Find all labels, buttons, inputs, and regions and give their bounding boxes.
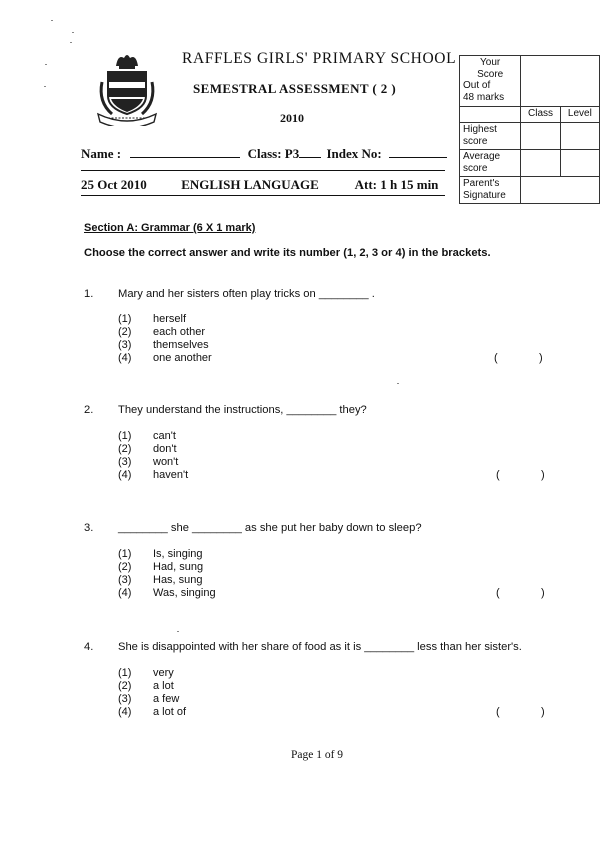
option-text: don't <box>153 443 177 455</box>
scan-speck <box>397 383 399 384</box>
scan-speck <box>177 631 179 632</box>
index-blank <box>389 145 447 158</box>
option-number: (1) <box>118 313 132 325</box>
option-number: (3) <box>118 456 132 468</box>
option-number: (3) <box>118 339 132 351</box>
name-label: Name : <box>81 146 122 161</box>
scan-speck <box>72 32 74 33</box>
option-text: a few <box>153 693 180 705</box>
average-level-cell[interactable] <box>560 150 599 177</box>
student-info-row <box>81 145 447 162</box>
name-blank <box>130 145 240 158</box>
answer-bracket-open: ( <box>496 587 500 599</box>
scan-speck <box>70 42 72 43</box>
option-text: each other <box>153 326 205 338</box>
option-text: a lot of <box>153 706 187 718</box>
answer-field[interactable] <box>505 704 539 720</box>
option-number: (1) <box>118 430 132 442</box>
exam-date: 25 Oct 2010 <box>81 177 147 192</box>
option-text: one another <box>153 352 212 364</box>
option-number: (1) <box>118 667 132 679</box>
question-text: Mary and her sisters often play tricks on ________ . <box>118 288 375 300</box>
page-number: Page 1 of 9 <box>291 749 344 761</box>
answer-bracket-close: ) <box>539 352 543 364</box>
option-text: haven't <box>153 469 189 481</box>
option-text: very <box>153 667 174 679</box>
option-number: (3) <box>118 693 132 705</box>
section-instruction: Choose the correct answer and write its number (1, 2, 3 or 4) in the brackets. <box>84 247 491 259</box>
option-text: themselves <box>153 339 209 351</box>
header-divider <box>81 170 445 171</box>
assessment-title: SEMESTRAL ASSESSMENT ( 2 ) <box>193 81 397 96</box>
option-number: (2) <box>118 561 132 573</box>
index-label: Index No: <box>326 146 382 161</box>
option-number: (4) <box>118 469 132 481</box>
question-number: 3. <box>84 522 94 534</box>
exam-subject: ENGLISH LANGUAGE <box>181 177 319 192</box>
question-text: They understand the instructions, ________ they? <box>118 404 367 416</box>
assessment-year: 2010 <box>280 111 304 125</box>
option-number: (1) <box>118 548 132 560</box>
option-number: (4) <box>118 352 132 364</box>
answer-bracket-close: ) <box>541 587 545 599</box>
option-number: (2) <box>118 680 132 692</box>
parent-signature-cell[interactable] <box>521 177 600 204</box>
answer-field[interactable] <box>505 585 539 601</box>
question-number: 1. <box>84 288 94 300</box>
highest-score-label: Highest score <box>460 123 521 150</box>
class-blank <box>299 145 321 158</box>
highest-level-cell[interactable] <box>560 123 599 150</box>
option-text: Is, singing <box>153 548 203 560</box>
average-score-label: Average score <box>460 150 521 177</box>
school-crest-logo <box>94 52 160 126</box>
answer-bracket-open: ( <box>494 352 498 364</box>
question-number: 4. <box>84 641 94 653</box>
option-text: Had, sung <box>153 561 204 573</box>
option-text: Was, singing <box>153 587 216 599</box>
header-divider-bottom <box>81 195 445 196</box>
school-name: RAFFLES GIRLS' PRIMARY SCHOOL <box>182 50 457 67</box>
option-text: Has, sung <box>153 574 203 586</box>
your-score-label: Your Score Out of 48 marks <box>460 56 521 107</box>
question-text: ________ she ________ as she put her baby down to sleep? <box>118 522 422 534</box>
exam-duration: Att: 1 h 15 min <box>354 177 439 192</box>
parent-signature-label: Parent's Signature <box>460 177 521 204</box>
answer-bracket-open: ( <box>496 706 500 718</box>
option-number: (3) <box>118 574 132 586</box>
question-text: She is disappointed with her share of food as it is ________ less than her sister's. <box>118 641 522 653</box>
option-number: (4) <box>118 706 132 718</box>
average-class-cell[interactable] <box>521 150 560 177</box>
answer-field[interactable] <box>503 350 537 366</box>
scan-speck <box>51 20 53 21</box>
answer-bracket-open: ( <box>496 469 500 481</box>
class-column-header: Class <box>521 107 560 123</box>
section-title: Section A: Grammar (6 X 1 mark) <box>84 222 256 234</box>
answer-field[interactable] <box>505 467 539 483</box>
scan-speck <box>45 64 47 65</box>
your-score-cell[interactable] <box>521 56 600 107</box>
level-column-header: Level <box>560 107 599 123</box>
option-number: (4) <box>118 587 132 599</box>
option-text: herself <box>153 313 187 325</box>
option-text: can't <box>153 430 176 442</box>
answer-bracket-close: ) <box>541 706 545 718</box>
exam-info-row <box>81 177 438 193</box>
scan-speck <box>44 86 46 87</box>
class-label: Class: P3 <box>247 146 300 161</box>
answer-bracket-close: ) <box>541 469 545 481</box>
option-number: (2) <box>118 326 132 338</box>
score-table <box>459 55 600 204</box>
option-text: won't <box>153 456 179 468</box>
option-number: (2) <box>118 443 132 455</box>
question-number: 2. <box>84 404 94 416</box>
option-text: a lot <box>153 680 174 692</box>
highest-class-cell[interactable] <box>521 123 560 150</box>
